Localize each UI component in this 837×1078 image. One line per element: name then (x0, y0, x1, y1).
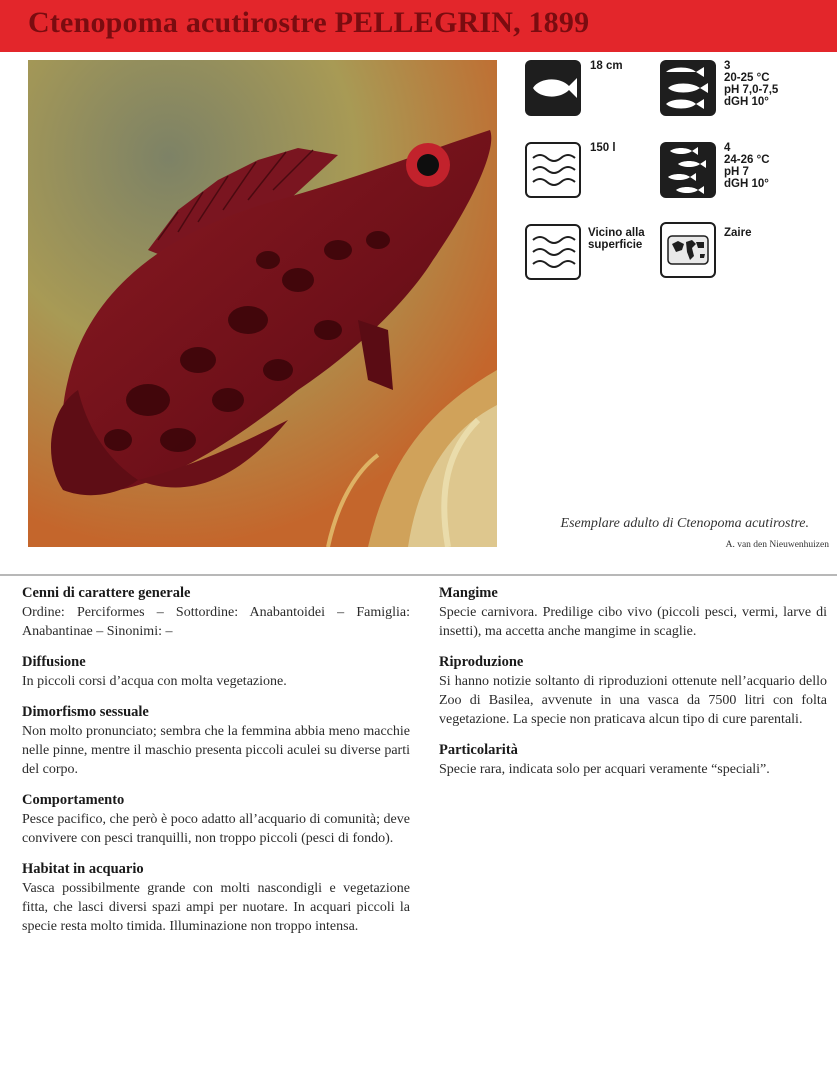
left-column (22, 584, 410, 948)
section-behavior (22, 791, 410, 848)
section-text: In piccoli corsi d’acqua con molta vegetazione. (22, 674, 287, 689)
photo-credit: A. van den Nieuwenhuizen (725, 540, 829, 550)
swim-zone-text: Vicino alla superficie (588, 227, 645, 251)
section-heading: Diffusione (22, 654, 86, 670)
section-heading: Mangime (439, 585, 498, 601)
tank-volume-text: 150 l (590, 142, 616, 154)
photo-caption: Esemplare adulto di Ctenopoma acutirostre. (560, 516, 809, 531)
section-food (439, 584, 827, 641)
food-text: 3 20-25 °C pH 7,0-7,5 dGH 10° (724, 60, 779, 108)
size-text: 18 cm (590, 60, 623, 72)
section-text: Ordine: Perciformes – Sottordine: Anabantoidei – Famiglia: Anabantinae – Sinonimi: – (22, 605, 410, 639)
section-text: Vasca possibilmente grande con molti nascondigli e vegetazione fitta, che lasci diversi spazi ampi per nuotare. In acquari piccoli la specie resta molto timida. Illuminazione non troppo intensa. (22, 881, 410, 934)
right-column (439, 584, 827, 791)
section-text: Specie carnivora. Predilige cibo vivo (piccoli pesci, vermi, larve di insetti), ma accetta anche mangime in scaglie. (439, 605, 827, 639)
fish-size-icon (525, 60, 581, 116)
fish-photo (28, 60, 497, 547)
section-heading: Riproduzione (439, 654, 524, 670)
section-habitat (22, 860, 410, 936)
world-map-icon (660, 222, 716, 278)
section-dimorphism (22, 703, 410, 779)
origin-text: Zaire (724, 227, 752, 239)
water-surface-icon (525, 224, 581, 280)
section-heading: Habitat in acquario (22, 861, 144, 877)
section-heading: Comportamento (22, 792, 125, 808)
title-banner (0, 0, 837, 52)
section-reproduction (439, 653, 827, 729)
divider (0, 574, 837, 576)
fish-group-3-icon (660, 60, 716, 116)
water-volume-icon (525, 142, 581, 198)
section-heading: Cenni di carattere generale (22, 585, 191, 601)
fish-group-4-icon (660, 142, 716, 198)
section-text: Pesce pacifico, che però è poco adatto all’acquario di comunità; deve convivere con pesci tranquilli, non troppo piccoli (pesci di fondo). (22, 812, 410, 846)
section-heading: Particolarità (439, 742, 518, 758)
section-general (22, 584, 410, 641)
section-heading: Dimorfismo sessuale (22, 704, 149, 720)
section-text: Specie rara, indicata solo per acquari veramente “speciali”. (439, 762, 770, 777)
section-text: Non molto pronunciato; sembra che la femmina abbia meno macchie nelle pinne, mentre il maschio presenta piccoli aculei su diverse parti del corpo. (22, 724, 410, 777)
section-distribution (22, 653, 410, 691)
section-text: Si hanno notizie soltanto di riproduzioni ottenute nell’acquario dello Zoo di Basilea, avvenute in una vasca da 7500 litri con folta vegetazione. La specie non praticava alcun tipo di cure parentali. (439, 674, 827, 727)
section-peculiarity (439, 741, 827, 779)
page-title: Ctenopoma acutirostre PELLEGRIN, 1899 (28, 6, 590, 39)
breeding-text: 4 24-26 °C pH 7 dGH 10° (724, 142, 770, 190)
